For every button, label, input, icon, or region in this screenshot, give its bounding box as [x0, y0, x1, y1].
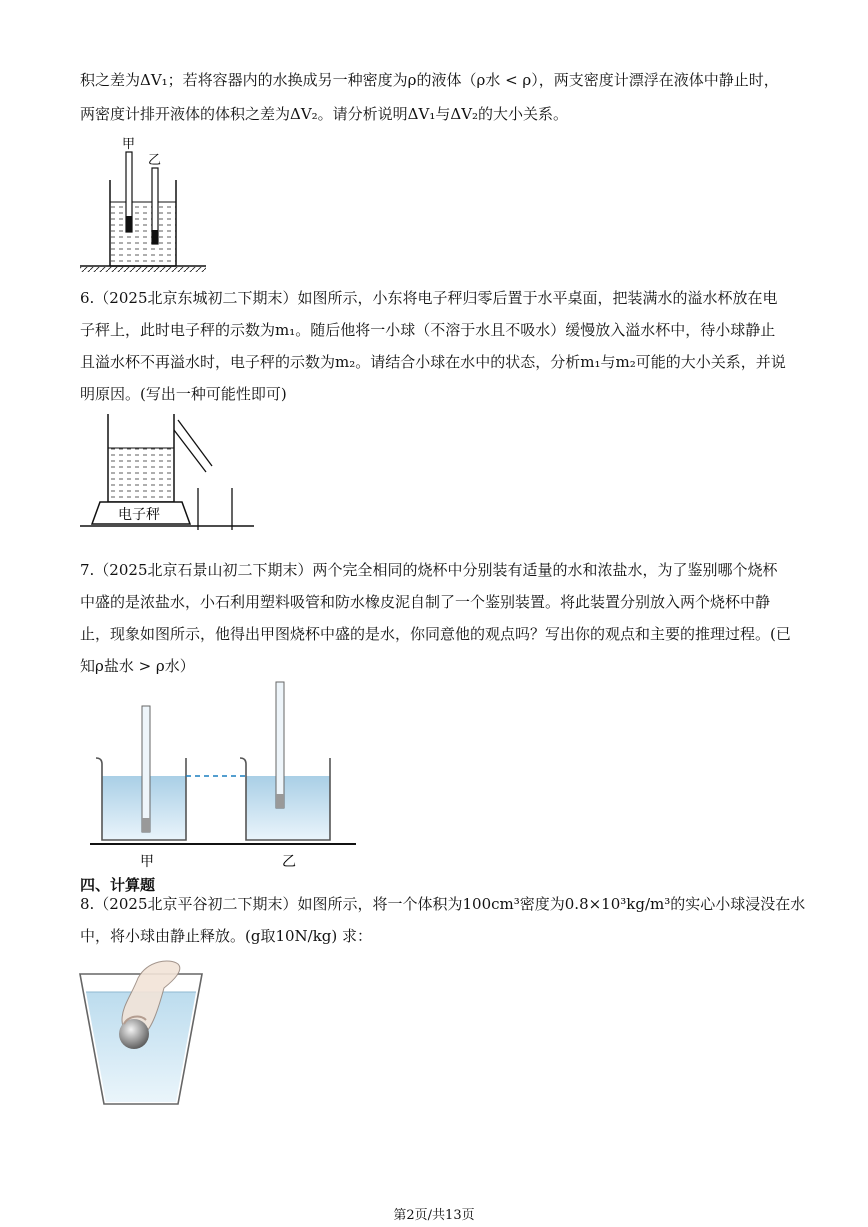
q7-text-line-3: 止，现象如图所示，他得出甲图烧杯中盛的是水，你同意他的观点吗？写出你的观点和主要的推理过程。(已	[80, 625, 791, 643]
section-title: 四、计算题	[80, 876, 156, 894]
page-number: 第2页/共13页	[393, 1208, 475, 1223]
q5-density-meter-figure	[78, 132, 218, 274]
q7-text-line-1: 7.（2025北京石景山初二下期末）两个完全相同的烧杯中分别装有适量的水和浓盐水，为了鉴别哪个烧杯	[80, 561, 778, 579]
q5-label-yi: 乙	[148, 153, 162, 168]
q6-text-line-1: 6.（2025北京东城初二下期末）如图所示，小东将电子秤归零后置于水平桌面，把装满水的溢水杯放在电	[80, 289, 778, 307]
q5-text-line-1: 积之差为ΔV₁；若将容器内的水换成另一种密度为ρ的液体（ρ水 < ρ），两支密度计漂浮在液体中静止时，	[80, 71, 779, 89]
q6-text-line-2: 子秤上，此时电子秤的示数为m₁。随后他将一小球（不溶于水且不吸水）缓慢放入溢水杯中，待小球静止	[80, 321, 776, 339]
q7-text-line-2: 中盛的是浓盐水，小石利用塑料吸管和防水橡皮泥自制了一个鉴别装置。将此装置分别放入两个烧杯中静	[80, 593, 771, 611]
q7-label-jia: 甲	[140, 854, 154, 868]
q6-scale-figure	[78, 410, 258, 540]
q6-scale-label: 电子秤	[118, 507, 160, 523]
q8-text-line-2: 中，将小球由静止释放。(g取10N/kg) 求：	[80, 927, 373, 945]
q6-text-line-4: 明原因。(写出一种可能性即可)	[80, 385, 287, 403]
q7-text-line-4: 知ρ盐水 > ρ水）	[80, 657, 195, 675]
q5-text-line-2: 两密度计排开液体的体积之差为ΔV₂。请分析说明ΔV₁与ΔV₂的大小关系。	[80, 105, 569, 123]
q8-ball-figure	[78, 950, 208, 1110]
q5-label-jia: 甲	[122, 137, 136, 152]
q8-text-line-1: 8.（2025北京平谷初二下期末）如图所示，将一个体积为100cm³密度为0.8×10³kg/m³的实心小球浸没在水	[80, 895, 806, 913]
q6-text-line-3: 且溢水杯不再溢水时，电子秤的示数为m₂。请结合小球在水中的状态，分析m₁与m₂可能的大小关系，并说	[80, 353, 786, 371]
q7-label-yi: 乙	[282, 854, 296, 868]
q7-beaker-figure	[90, 678, 360, 868]
